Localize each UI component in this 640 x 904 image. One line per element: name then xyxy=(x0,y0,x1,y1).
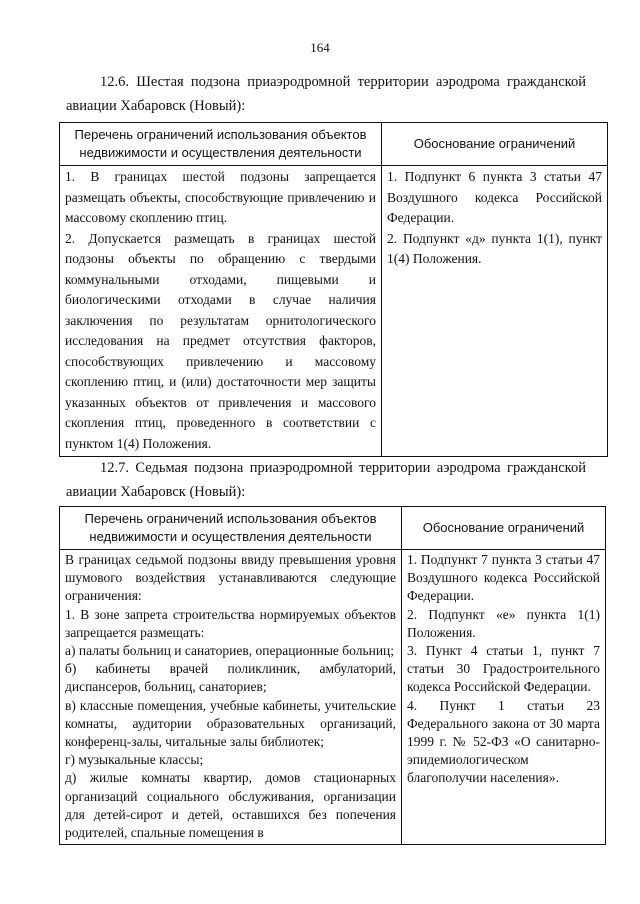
restrictions-cell xyxy=(60,166,382,457)
justification-cell xyxy=(382,166,608,457)
restriction-item: д) жилые комнаты квартир, домов стационарных организаций социального обслуживания, организации для детей-сирот и детей, оставшихся без попечения родителей, спальные помещения в xyxy=(65,770,396,841)
justification-item: 3. Пункт 4 статьи 1, пункт 7 статьи 30 Градостроительного кодекса Российской Федерации. xyxy=(407,643,600,695)
column-header-justification: Обоснование ограничений xyxy=(382,123,608,166)
restrictions-cell xyxy=(60,550,402,845)
restriction-item: 1. В границах шестой подзоны запрещается размещать объекты, способствующие привлечению и массовому скоплению птиц. xyxy=(65,169,376,225)
justification-item: 1. Подпункт 7 пункта 3 статьи 47 Воздушного кодекса Российской Федерации. xyxy=(407,552,600,604)
restriction-item: г) музыкальные классы; xyxy=(65,752,204,768)
restrictions-table-subzone-6 xyxy=(59,122,608,457)
table-header-row xyxy=(60,123,608,166)
justification-cell xyxy=(402,550,606,845)
justification-item: 2. Подпункт «д» пункта 1(1), пункт 1(4) Положения. xyxy=(387,230,602,266)
column-header-justification: Обоснование ограничений xyxy=(402,507,606,550)
section-heading-12-6: 12.6. Шестая подзона приаэродромной территории аэродрома гражданской авиации Хабаровск (Новый): xyxy=(66,74,586,114)
table-row xyxy=(60,550,606,845)
page-number: 164 xyxy=(310,40,330,55)
restriction-item: 1. В зоне запрета строительства нормируемых объектов запрещается размещать: xyxy=(65,606,396,640)
column-header-restrictions: Перечень ограничений использования объектов недвижимости и осуществления деятельности xyxy=(60,123,382,166)
restriction-item: в) классные помещения, учебные кабинеты, учительские комнаты, аудитории образовательных организаций, конференц-залы, читальные залы библиотек; xyxy=(65,697,396,750)
justification-item: 4. Пункт 1 статьи 23 Федерального закона от 30 марта 1999 г. № 52-ФЗ «О санитарно-эпидемиологическом благополучии населения». xyxy=(407,697,600,786)
restriction-item: б) кабинеты врачей поликлиник, амбулаторий, диспансеров, больниц, санаториев; xyxy=(65,661,396,695)
justification-item: 2. Подпункт «е» пункта 1(1) Положения. xyxy=(407,606,600,640)
section-heading-12-7: 12.7. Седьмая подзона приаэродромной территории аэродрома гражданской авиации Хабаровск (Новый): xyxy=(66,460,586,500)
restrictions-table-subzone-7 xyxy=(59,506,606,845)
table-header-row xyxy=(60,507,606,550)
justification-item: 1. Подпункт 6 пункта 3 статьи 47 Воздушного кодекса Российской Федерации. xyxy=(387,169,602,225)
column-header-restrictions: Перечень ограничений использования объектов недвижимости и осуществления деятельности xyxy=(60,507,402,550)
table-row xyxy=(60,166,608,457)
restriction-item: 2. Допускается размещать в границах шестой подзоны объекты по обращению с твердыми коммунальными отходами, пищевыми и биологическими отходами в случае наличия заключения по результатам орнитологического исследования на предмет отсутствия факторов, способствующих привлечению и массовому скоплению птиц, и (или) достаточности мер защиты указанных объектов от привлечения и массового скопления птиц, проведенного в соответствии с пунктом 1(4) Положения. xyxy=(65,230,376,451)
restriction-item: а) палаты больниц и санаториев, операционные больниц; xyxy=(65,643,395,659)
restriction-item: В границах седьмой подзоны ввиду превышения уровня шумового воздействия устанавливаются следующие ограничения: xyxy=(65,552,396,604)
